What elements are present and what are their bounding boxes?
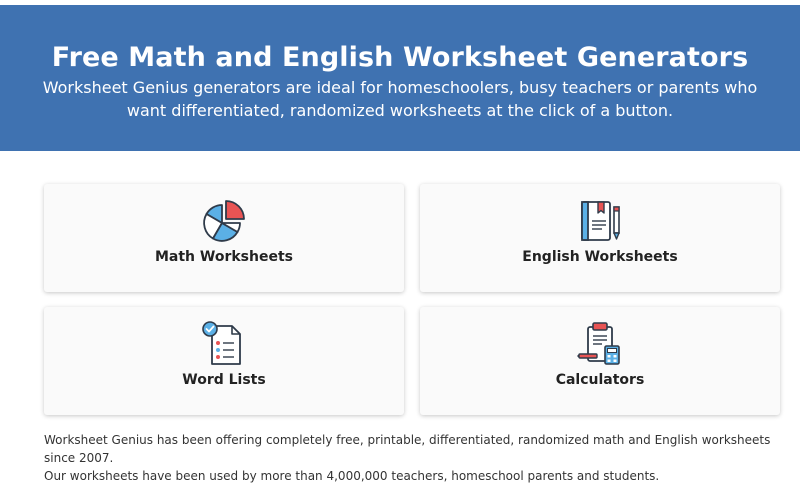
calculator-clipboard-icon — [576, 320, 624, 368]
word-lists-label: Word Lists — [182, 372, 266, 388]
calculators-label: Calculators — [555, 372, 645, 388]
calculators-card[interactable] — [420, 307, 780, 415]
word-lists-card[interactable] — [44, 307, 404, 415]
math-worksheets-card[interactable] — [44, 184, 404, 292]
hero-banner — [0, 5, 800, 151]
book-pencil-icon — [576, 197, 624, 245]
checklist-icon — [200, 320, 248, 368]
pie-chart-icon — [200, 197, 248, 245]
english-worksheets-card[interactable] — [420, 184, 780, 292]
page-subtitle: Worksheet Genius generators are ideal for homeschoolers, busy teachers or parents who want differentiated, randomized worksheets at the click of a button. — [42, 78, 758, 120]
math-worksheets-label: Math Worksheets — [154, 249, 293, 265]
site-description — [44, 431, 784, 485]
description-line-1: Worksheet Genius has been offering completely free, printable, differentiated, randomized math and English worksheets since 2007. — [44, 433, 771, 465]
description-line-2: Our worksheets have been used by more than 4,000,000 teachers, homeschool parents and students. — [44, 469, 660, 483]
page-title: Free Math and English Worksheet Generators — [51, 42, 749, 73]
english-worksheets-label: English Worksheets — [522, 249, 678, 265]
